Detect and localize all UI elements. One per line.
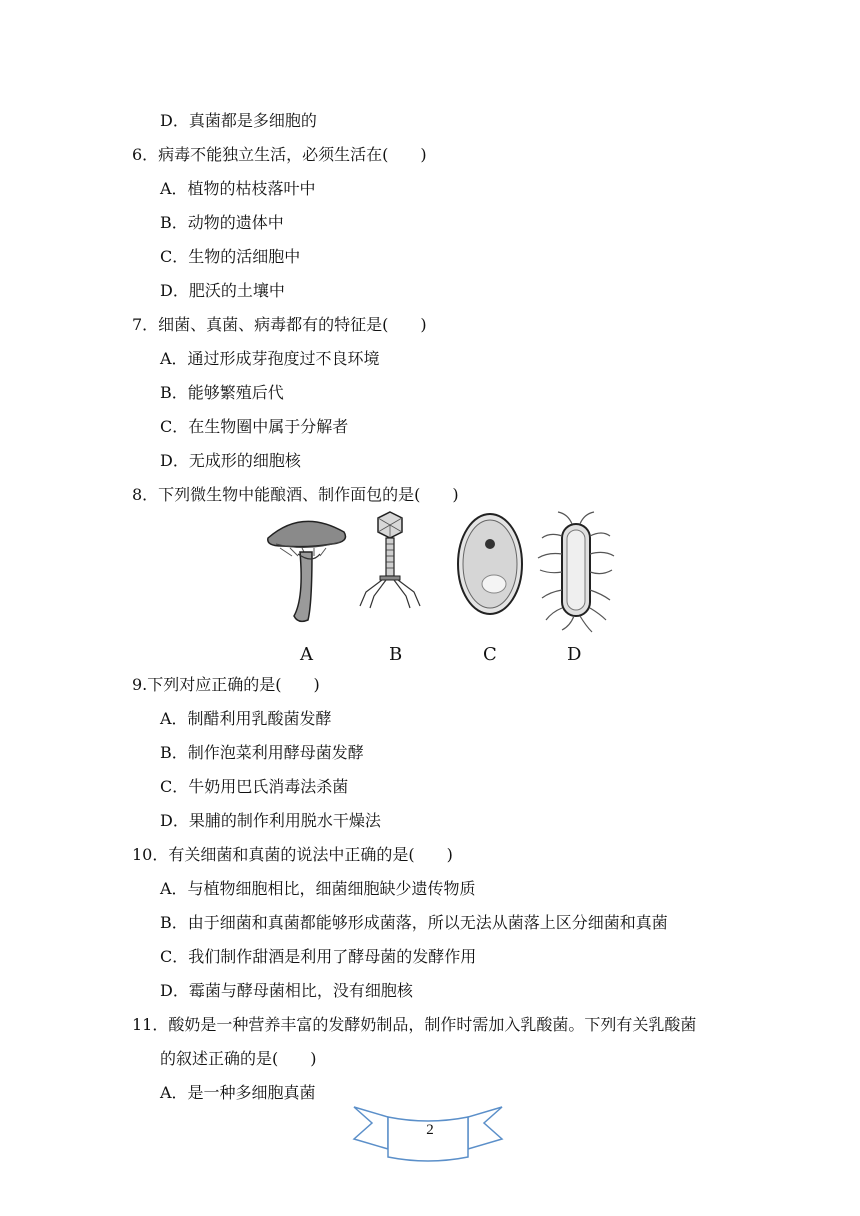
option-9a: A．制醋利用乳酸菌发酵 xyxy=(160,709,332,728)
option-10a: A．与植物细胞相比，细菌细胞缺少遗传物质 xyxy=(160,879,476,898)
option-6b: B．动物的遗体中 xyxy=(160,213,284,232)
figure-label-a: A xyxy=(300,644,313,665)
microorganism-drawings xyxy=(262,508,622,640)
question-9: 9.下列对应正确的是( ) xyxy=(132,675,320,694)
option-6c: C．生物的活细胞中 xyxy=(160,247,301,266)
option-9b: B．制作泡菜利用酵母菌发酵 xyxy=(160,743,364,762)
question-7: 7．细菌、真菌、病毒都有的特征是( ) xyxy=(132,315,427,334)
option-10d: D．霉菌与酵母菌相比，没有细胞核 xyxy=(160,981,413,1000)
yeast-cell-drawing xyxy=(458,514,522,614)
option-6a: A．植物的枯枝落叶中 xyxy=(160,179,316,198)
option-9c: C．牛奶用巴氏消毒法杀菌 xyxy=(160,777,349,796)
question-11-continued: 的叙述正确的是( ) xyxy=(160,1049,317,1068)
option-7a: A．通过形成芽孢度过不良环境 xyxy=(160,349,380,368)
bacteriophage-drawing xyxy=(360,512,420,608)
option-10b: B．由于细菌和真菌都能够形成菌落，所以无法从菌落上区分细菌和真菌 xyxy=(160,913,668,932)
figure-label-b: B xyxy=(389,644,403,665)
option-5d: D．真菌都是多细胞的 xyxy=(160,111,317,130)
option-7d: D．无成形的细胞核 xyxy=(160,451,301,470)
microorganism-figure xyxy=(262,508,622,668)
question-8: 8．下列微生物中能酿酒、制作面包的是( ) xyxy=(132,485,459,504)
option-7b: B．能够繁殖后代 xyxy=(160,383,284,402)
question-11: 11．酸奶是一种营养丰富的发酵奶制品，制作时需加入乳酸菌。下列有关乳酸菌 xyxy=(132,1015,697,1034)
option-7c: C．在生物圈中属于分解者 xyxy=(160,417,349,436)
page-number: 2 xyxy=(426,1122,434,1138)
question-6: 6．病毒不能独立生活，必须生活在( ) xyxy=(132,145,427,164)
option-11a: A．是一种多细胞真菌 xyxy=(160,1083,316,1102)
figure-label-c: C xyxy=(483,644,497,665)
mushroom-drawing xyxy=(268,521,346,621)
figure-label-d: D xyxy=(567,644,582,665)
option-6d: D．肥沃的土壤中 xyxy=(160,281,285,300)
question-10: 10．有关细菌和真菌的说法中正确的是( ) xyxy=(132,845,453,864)
option-10c: C．我们制作甜酒是利用了酵母菌的发酵作用 xyxy=(160,947,477,966)
option-9d: D．果脯的制作利用脱水干燥法 xyxy=(160,811,381,830)
bacterium-drawing xyxy=(538,512,614,632)
